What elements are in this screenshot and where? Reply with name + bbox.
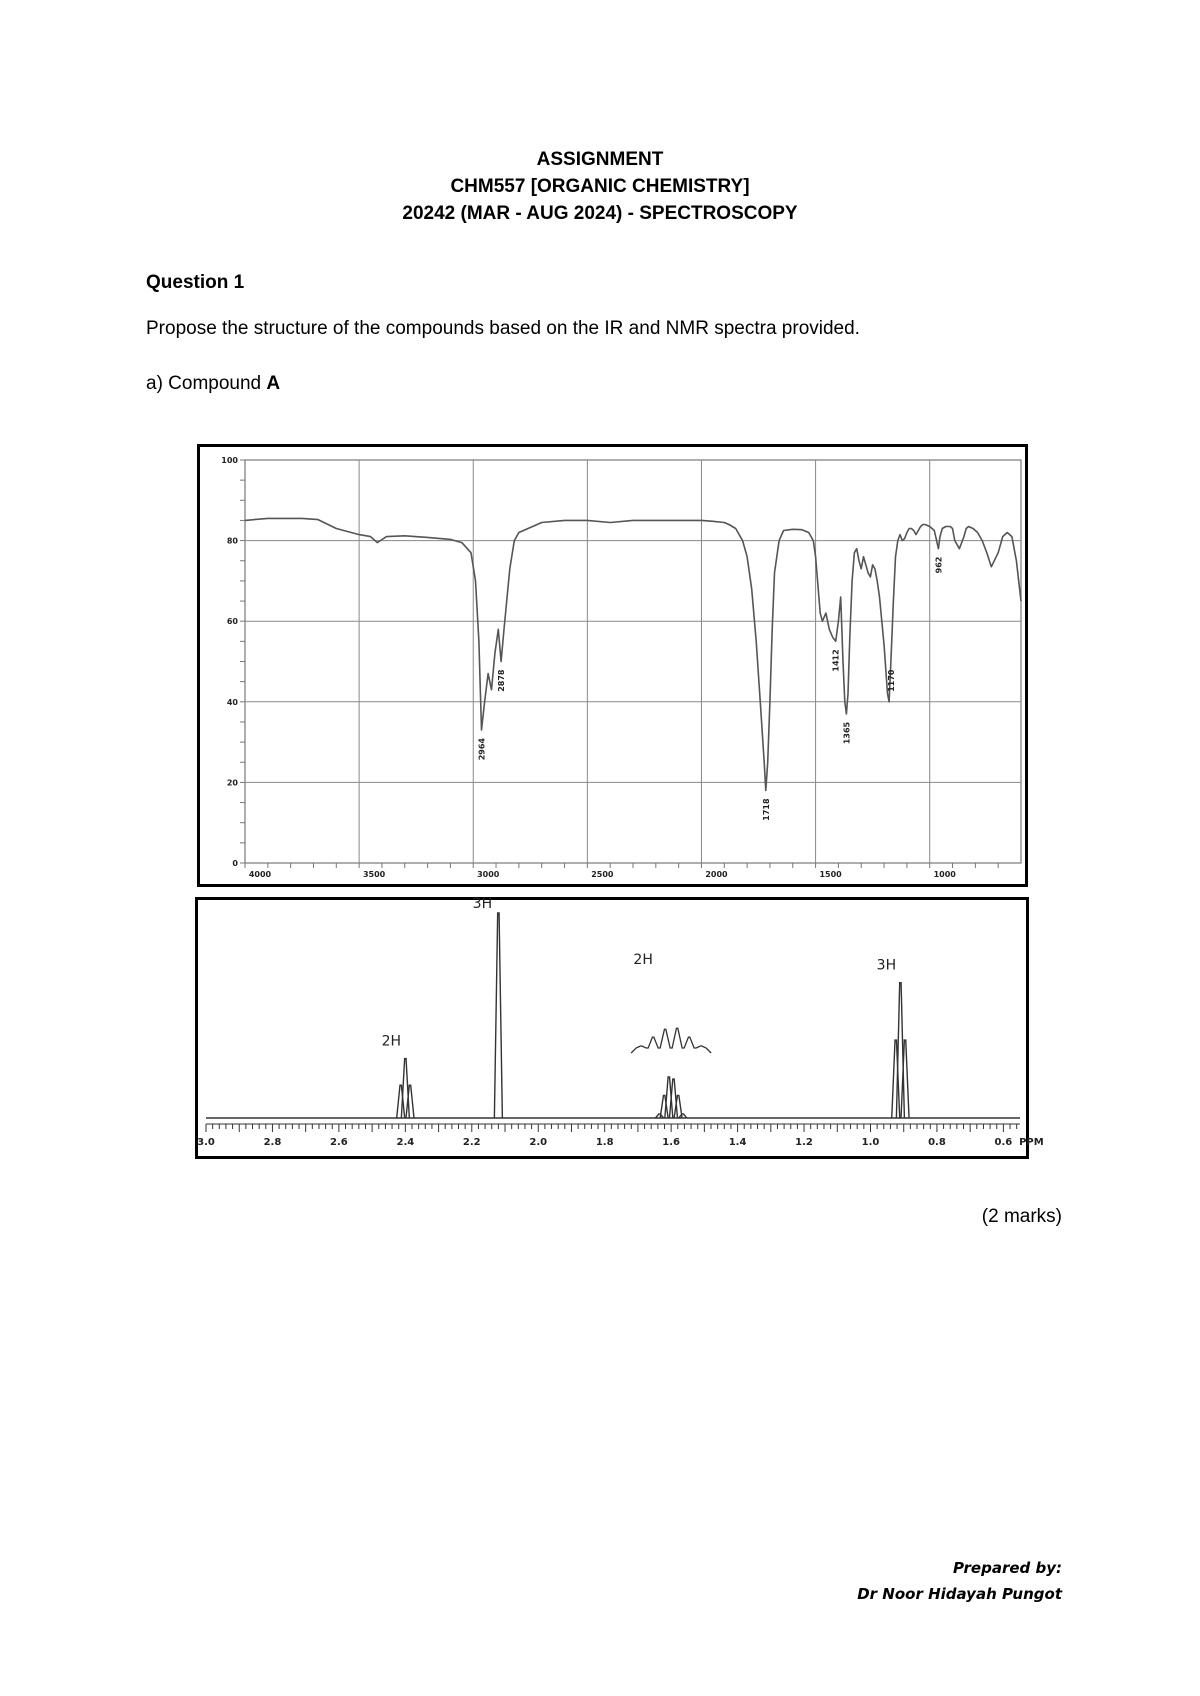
ir-y-tick-label: 80 xyxy=(226,536,238,546)
nmr-x-tick-label: 2.8 xyxy=(263,1137,282,1148)
ir-x-tick-label: 3000 xyxy=(477,870,500,879)
nmr-x-tick-label: 1.2 xyxy=(795,1137,813,1148)
nmr-integration-label: 3H xyxy=(876,957,897,974)
ir-peak-label: 2964 xyxy=(477,738,487,761)
nmr-integration-label: 3H xyxy=(472,896,493,912)
nmr-peak xyxy=(494,913,502,1118)
nmr-x-tick-label: 0.6 xyxy=(994,1137,1013,1148)
course-title: CHM557 [ORGANIC CHEMISTRY] xyxy=(450,176,750,197)
author-name: Dr Noor Hidayah Pungot xyxy=(857,1585,1062,1603)
ir-y-tick-label: 20 xyxy=(226,778,238,788)
ir-y-tick-label: 60 xyxy=(226,617,238,627)
assignment-title: ASSIGNMENT xyxy=(536,149,664,170)
prepared-by-block xyxy=(857,1555,1062,1607)
nmr-x-tick-label: 2.0 xyxy=(529,1137,548,1148)
nmr-x-tick-label: 2.4 xyxy=(396,1137,415,1148)
nmr-spectrum-frame xyxy=(195,896,1044,1159)
nmr-integration-label: 2H xyxy=(381,1033,402,1050)
part-prefix: a) Compound xyxy=(146,373,267,394)
ir-x-tick-label: 2000 xyxy=(705,870,728,879)
nmr-x-tick-label: 2.6 xyxy=(330,1137,348,1148)
nmr-x-tick-label: 3.0 xyxy=(197,1137,215,1148)
question-text: Propose the structure of the compounds based on the IR and NMR spectra provided. xyxy=(146,318,860,339)
nmr-x-tick-label: 1.8 xyxy=(595,1137,614,1148)
compound-label: A xyxy=(266,373,281,394)
nmr-peak xyxy=(401,1059,409,1118)
question-title: Question 1 xyxy=(146,272,245,293)
ir-peak-label: 1170 xyxy=(886,669,896,692)
ir-peak-label: 1718 xyxy=(761,798,771,821)
nmr-x-unit-label: PPM xyxy=(1019,1137,1044,1148)
marks-label: (2 marks) xyxy=(981,1206,1062,1227)
nmr-integration-label: 2H xyxy=(633,952,653,968)
ir-y-tick-label: 0 xyxy=(232,859,238,868)
nmr-x-tick-label: 2.2 xyxy=(462,1137,481,1148)
ir-y-tick-label: 40 xyxy=(226,697,238,707)
nmr-x-tick-label: 1.6 xyxy=(662,1137,681,1148)
nmr-spectrum-chart xyxy=(197,896,1044,1156)
nmr-peak xyxy=(896,983,904,1118)
ir-peak-label: 2878 xyxy=(497,669,507,692)
nmr-peak xyxy=(665,1077,673,1118)
prepared-by-label: Prepared by: xyxy=(952,1559,1062,1577)
ir-x-tick-label: 1000 xyxy=(933,870,956,879)
ir-x-tick-label: 1500 xyxy=(819,870,842,879)
ir-x-tick-label: 4000 xyxy=(248,870,272,879)
ir-spectrum-line xyxy=(245,518,1021,790)
ir-spectrum-chart xyxy=(200,447,1025,884)
question-part xyxy=(146,373,280,395)
ir-spectrum-frame xyxy=(197,444,1028,887)
session-title: 20242 (MAR - AUG 2024) - SPECTROSCOPY xyxy=(402,203,798,224)
nmr-inset-multiplet xyxy=(631,1028,711,1053)
ir-x-tick-label: 2500 xyxy=(591,870,614,879)
nmr-x-tick-label: 1.4 xyxy=(728,1137,747,1148)
ir-y-tick-label: 100 xyxy=(221,456,238,465)
ir-peak-label: 1412 xyxy=(831,649,841,672)
ir-x-tick-label: 3500 xyxy=(362,870,386,879)
ir-peak-label: 962 xyxy=(934,556,944,574)
ir-peak-label: 1365 xyxy=(842,721,852,745)
nmr-x-tick-label: 0.8 xyxy=(928,1137,946,1148)
nmr-x-tick-label: 1.0 xyxy=(861,1137,880,1148)
